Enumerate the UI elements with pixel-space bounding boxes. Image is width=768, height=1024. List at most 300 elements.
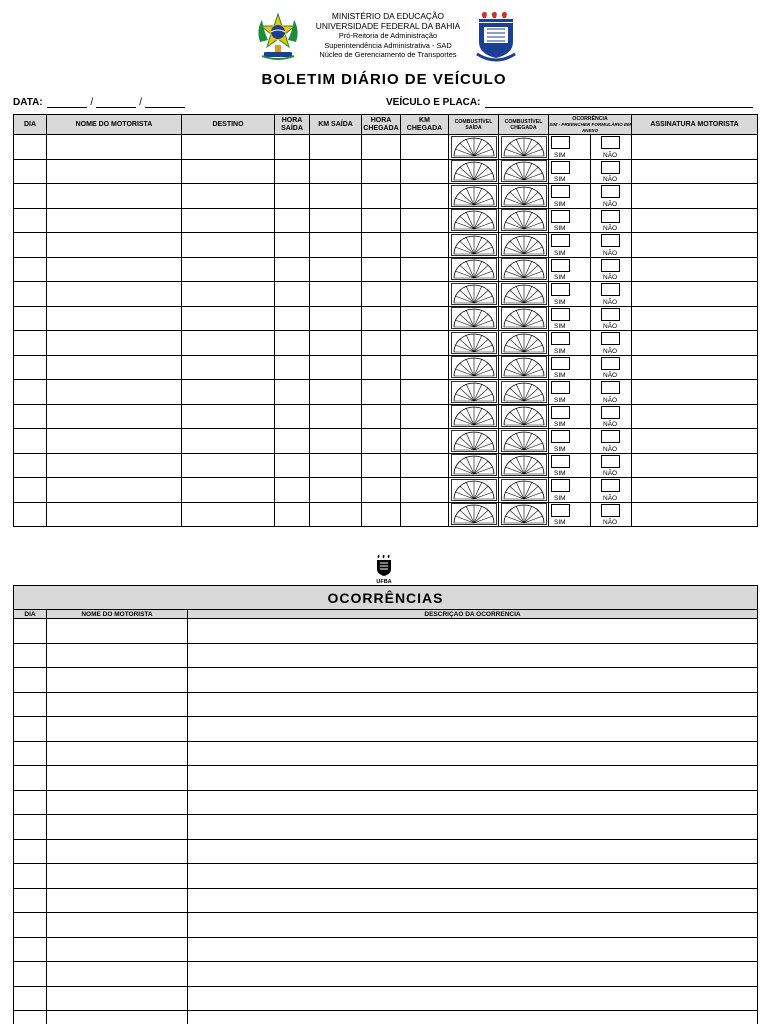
destination-cell[interactable] <box>182 355 275 380</box>
arrival-time-cell[interactable] <box>362 355 401 380</box>
occurrence-row <box>14 1011 758 1024</box>
km-departure-cell[interactable] <box>310 404 362 429</box>
driver-cell[interactable] <box>47 306 182 331</box>
occ-driver-cell[interactable] <box>47 741 188 766</box>
fuel-arrival-gauge-icon[interactable] <box>501 307 547 329</box>
driver-cell[interactable] <box>47 233 182 258</box>
km-arrival-cell[interactable] <box>401 257 449 282</box>
occ-driver-cell[interactable] <box>47 815 188 840</box>
occ-driver-cell[interactable] <box>47 888 188 913</box>
km-departure-cell[interactable] <box>310 257 362 282</box>
km-arrival-cell[interactable] <box>401 282 449 307</box>
km-arrival-cell[interactable] <box>401 380 449 405</box>
departure-time-cell[interactable] <box>275 135 310 160</box>
km-arrival-cell[interactable] <box>401 453 449 478</box>
arrival-time-cell[interactable] <box>362 135 401 160</box>
fuel-arrival-gauge-cell[interactable] <box>499 331 549 356</box>
arrival-time-cell[interactable] <box>362 502 401 527</box>
occurrence-yes-checkbox[interactable] <box>551 479 570 492</box>
km-departure-cell[interactable] <box>310 453 362 478</box>
departure-time-cell[interactable] <box>275 184 310 209</box>
departure-time-cell[interactable] <box>275 282 310 307</box>
date-year-blank[interactable] <box>145 98 185 108</box>
driver-cell[interactable] <box>47 404 182 429</box>
departure-time-cell[interactable] <box>275 233 310 258</box>
signature-cell[interactable] <box>632 208 758 233</box>
signature-cell[interactable] <box>632 159 758 184</box>
signature-cell[interactable] <box>632 380 758 405</box>
occ-day-cell[interactable] <box>14 888 47 913</box>
occurrence-yes-checkbox[interactable] <box>551 430 570 443</box>
fuel-arrival-gauge-cell[interactable] <box>499 380 549 405</box>
occ-driver-cell[interactable] <box>47 864 188 889</box>
fuel-departure-gauge-cell[interactable] <box>449 502 499 527</box>
occ-description-cell[interactable] <box>188 815 758 840</box>
occ-day-cell[interactable] <box>14 1011 47 1024</box>
driver-cell[interactable] <box>47 380 182 405</box>
driver-cell[interactable] <box>47 159 182 184</box>
driver-cell[interactable] <box>47 257 182 282</box>
occ-description-cell[interactable] <box>188 1011 758 1024</box>
fuel-departure-gauge-icon[interactable] <box>451 381 497 403</box>
fuel-departure-gauge-icon[interactable] <box>451 454 497 476</box>
arrival-time-cell[interactable] <box>362 233 401 258</box>
fuel-departure-gauge-icon[interactable] <box>451 234 497 256</box>
occurrence-no-checkbox[interactable] <box>601 479 620 492</box>
day-cell[interactable] <box>14 331 47 356</box>
day-cell[interactable] <box>14 135 47 160</box>
fuel-departure-gauge-icon[interactable] <box>451 479 497 501</box>
day-cell[interactable] <box>14 233 47 258</box>
occ-day-cell[interactable] <box>14 643 47 668</box>
signature-cell[interactable] <box>632 184 758 209</box>
fuel-arrival-gauge-cell[interactable] <box>499 135 549 160</box>
occ-driver-cell[interactable] <box>47 668 188 693</box>
occurrence-yes-cell <box>549 135 591 160</box>
occurrence-yes-checkbox[interactable] <box>551 406 570 419</box>
daily-log-row <box>14 159 758 184</box>
fuel-departure-gauge-cell[interactable] <box>449 257 499 282</box>
fuel-arrival-gauge-cell[interactable] <box>499 282 549 307</box>
destination-cell[interactable] <box>182 233 275 258</box>
km-arrival-cell[interactable] <box>401 208 449 233</box>
fuel-arrival-gauge-icon[interactable] <box>501 405 547 427</box>
occ-driver-cell[interactable] <box>47 986 188 1011</box>
occurrence-no-checkbox[interactable] <box>601 381 620 394</box>
occurrence-yes-checkbox[interactable] <box>551 357 570 370</box>
fuel-departure-gauge-icon[interactable] <box>451 405 497 427</box>
fuel-departure-gauge-cell[interactable] <box>449 159 499 184</box>
arrival-time-cell[interactable] <box>362 306 401 331</box>
fuel-departure-gauge-cell[interactable] <box>449 306 499 331</box>
fuel-departure-gauge-cell[interactable] <box>449 380 499 405</box>
ufba-small-logo-label: UFBA <box>376 579 392 584</box>
fuel-arrival-gauge-cell[interactable] <box>499 208 549 233</box>
day-cell[interactable] <box>14 478 47 503</box>
fuel-departure-gauge-icon[interactable] <box>451 430 497 452</box>
occurrence-no-cell <box>591 404 632 429</box>
fuel-arrival-gauge-icon[interactable] <box>501 479 547 501</box>
occ-day-cell[interactable] <box>14 864 47 889</box>
occurrence-no-checkbox[interactable] <box>601 283 620 296</box>
occurrence-yes-checkbox[interactable] <box>551 161 570 174</box>
destination-cell[interactable] <box>182 257 275 282</box>
occ-description-cell[interactable] <box>188 643 758 668</box>
driver-cell[interactable] <box>47 184 182 209</box>
occurrence-no-checkbox[interactable] <box>601 357 620 370</box>
occ-description-cell[interactable] <box>188 692 758 717</box>
km-departure-cell[interactable] <box>310 159 362 184</box>
departure-time-cell[interactable] <box>275 404 310 429</box>
occ-description-cell[interactable] <box>188 839 758 864</box>
destination-cell[interactable] <box>182 159 275 184</box>
occurrence-yes-checkbox[interactable] <box>551 455 570 468</box>
departure-time-cell[interactable] <box>275 478 310 503</box>
day-cell[interactable] <box>14 404 47 429</box>
km-arrival-cell[interactable] <box>401 404 449 429</box>
occurrence-no-checkbox[interactable] <box>601 185 620 198</box>
fuel-departure-gauge-cell[interactable] <box>449 233 499 258</box>
driver-cell[interactable] <box>47 282 182 307</box>
fuel-arrival-gauge-cell[interactable] <box>499 355 549 380</box>
occurrence-no-checkbox[interactable] <box>601 455 620 468</box>
km-arrival-cell[interactable] <box>401 159 449 184</box>
fuel-departure-gauge-cell[interactable] <box>449 331 499 356</box>
occurrence-no-checkbox[interactable] <box>601 161 620 174</box>
occurrence-yes-checkbox[interactable] <box>551 381 570 394</box>
occurrence-no-label: NÃO <box>603 323 618 330</box>
fuel-departure-gauge-icon[interactable] <box>451 503 497 525</box>
fuel-departure-gauge-icon[interactable] <box>451 160 497 182</box>
occurrence-no-checkbox[interactable] <box>601 504 620 517</box>
occ-driver-cell[interactable] <box>47 839 188 864</box>
destination-cell[interactable] <box>182 478 275 503</box>
fuel-departure-gauge-icon[interactable] <box>451 185 497 207</box>
fuel-arrival-gauge-icon[interactable] <box>501 185 547 207</box>
day-cell[interactable] <box>14 429 47 454</box>
occurrence-no-checkbox[interactable] <box>601 210 620 223</box>
km-departure-cell[interactable] <box>310 282 362 307</box>
driver-cell[interactable] <box>47 478 182 503</box>
occ-description-cell[interactable] <box>188 888 758 913</box>
arrival-time-cell[interactable] <box>362 159 401 184</box>
occurrence-no-label: NÃO <box>603 249 618 257</box>
occ-description-cell[interactable] <box>188 937 758 962</box>
day-cell[interactable] <box>14 355 47 380</box>
km-departure-cell[interactable] <box>310 355 362 380</box>
occurrence-no-checkbox[interactable] <box>601 308 620 321</box>
day-cell[interactable] <box>14 208 47 233</box>
fuel-arrival-gauge-cell[interactable] <box>499 478 549 503</box>
fuel-arrival-gauge-cell[interactable] <box>499 184 549 209</box>
arrival-time-cell[interactable] <box>362 478 401 503</box>
departure-time-cell[interactable] <box>275 208 310 233</box>
occ-day-cell[interactable] <box>14 962 47 987</box>
fuel-arrival-gauge-icon[interactable] <box>501 160 547 182</box>
occurrence-no-checkbox[interactable] <box>601 234 620 247</box>
destination-cell[interactable] <box>182 453 275 478</box>
destination-cell[interactable] <box>182 404 275 429</box>
arrival-time-cell[interactable] <box>362 184 401 209</box>
occ-description-cell[interactable] <box>188 619 758 644</box>
departure-time-cell[interactable] <box>275 331 310 356</box>
fuel-arrival-gauge-icon[interactable] <box>501 258 547 280</box>
occurrence-no-cell <box>591 331 632 356</box>
occurrence-no-label: NÃO <box>603 372 618 379</box>
fuel-departure-gauge-cell[interactable] <box>449 135 499 160</box>
km-arrival-cell[interactable] <box>401 355 449 380</box>
occ-description-cell[interactable] <box>188 741 758 766</box>
fuel-arrival-gauge-icon[interactable] <box>501 454 547 476</box>
occ-day-cell[interactable] <box>14 986 47 1011</box>
occurrence-no-checkbox[interactable] <box>601 259 620 272</box>
km-arrival-cell[interactable] <box>401 502 449 527</box>
fuel-departure-gauge-icon[interactable] <box>451 283 497 305</box>
occurrence-no-cell <box>591 502 632 527</box>
km-departure-cell[interactable] <box>310 380 362 405</box>
date-field[interactable] <box>13 97 185 108</box>
occurrence-yes-checkbox[interactable] <box>551 308 570 321</box>
signature-cell[interactable] <box>632 478 758 503</box>
fuel-departure-gauge-icon[interactable] <box>451 356 497 378</box>
km-departure-cell[interactable] <box>310 331 362 356</box>
date-month-blank[interactable] <box>96 98 136 108</box>
signature-cell[interactable] <box>632 233 758 258</box>
destination-cell[interactable] <box>182 208 275 233</box>
departure-time-cell[interactable] <box>275 257 310 282</box>
occ-day-cell[interactable] <box>14 692 47 717</box>
occ-day-cell[interactable] <box>14 790 47 815</box>
arrival-time-cell[interactable] <box>362 331 401 356</box>
occ-driver-cell[interactable] <box>47 619 188 644</box>
occurrence-no-checkbox[interactable] <box>601 406 620 419</box>
occurrence-yes-checkbox[interactable] <box>551 234 570 247</box>
arrival-time-cell[interactable] <box>362 404 401 429</box>
header-km-departure: KM SAÍDA <box>310 115 362 135</box>
daily-log-row <box>14 453 758 478</box>
fuel-departure-gauge-icon[interactable] <box>451 332 497 354</box>
fuel-arrival-gauge-icon[interactable] <box>501 283 547 305</box>
fuel-arrival-gauge-cell[interactable] <box>499 429 549 454</box>
signature-cell[interactable] <box>632 282 758 307</box>
arrival-time-cell[interactable] <box>362 453 401 478</box>
driver-cell[interactable] <box>47 208 182 233</box>
fuel-arrival-gauge-icon[interactable] <box>501 234 547 256</box>
arrival-time-cell[interactable] <box>362 282 401 307</box>
destination-cell[interactable] <box>182 282 275 307</box>
driver-cell[interactable] <box>47 502 182 527</box>
driver-cell[interactable] <box>47 453 182 478</box>
fuel-departure-gauge-cell[interactable] <box>449 282 499 307</box>
km-departure-cell[interactable] <box>310 429 362 454</box>
signature-cell[interactable] <box>632 331 758 356</box>
signature-cell[interactable] <box>632 257 758 282</box>
occ-description-cell[interactable] <box>188 668 758 693</box>
fuel-arrival-gauge-cell[interactable] <box>499 404 549 429</box>
occurrence-yes-checkbox[interactable] <box>551 136 570 149</box>
occurrence-no-checkbox[interactable] <box>601 332 620 345</box>
occ-description-cell[interactable] <box>188 790 758 815</box>
destination-cell[interactable] <box>182 306 275 331</box>
fuel-arrival-gauge-icon[interactable] <box>501 332 547 354</box>
occurrence-yes-label: SIM <box>554 372 566 379</box>
fuel-arrival-gauge-cell[interactable] <box>499 159 549 184</box>
km-departure-cell[interactable] <box>310 306 362 331</box>
fuel-departure-gauge-cell[interactable] <box>449 453 499 478</box>
departure-time-cell[interactable] <box>275 159 310 184</box>
occ-driver-cell[interactable] <box>47 717 188 742</box>
arrival-time-cell[interactable] <box>362 208 401 233</box>
fuel-arrival-gauge-cell[interactable] <box>499 306 549 331</box>
occ-day-cell[interactable] <box>14 717 47 742</box>
km-arrival-cell[interactable] <box>401 331 449 356</box>
occ-day-cell[interactable] <box>14 741 47 766</box>
departure-time-cell[interactable] <box>275 453 310 478</box>
day-cell[interactable] <box>14 184 47 209</box>
day-cell[interactable] <box>14 380 47 405</box>
signature-cell[interactable] <box>632 429 758 454</box>
occ-description-cell[interactable] <box>188 986 758 1011</box>
daily-log-header-row <box>14 115 758 135</box>
occ-header-driver: NOME DO MOTORISTA <box>47 610 188 619</box>
day-cell[interactable] <box>14 453 47 478</box>
occurrence-no-checkbox[interactable] <box>601 136 620 149</box>
occurrence-yes-checkbox[interactable] <box>551 504 570 517</box>
departure-time-cell[interactable] <box>275 380 310 405</box>
occurrence-yes-checkbox[interactable] <box>551 185 570 198</box>
occurrence-yes-checkbox[interactable] <box>551 210 570 223</box>
departure-time-cell[interactable] <box>275 306 310 331</box>
occurrences-title-row <box>14 586 758 610</box>
occurrence-yes-label: SIM <box>554 494 566 502</box>
km-departure-cell[interactable] <box>310 502 362 527</box>
occ-description-cell[interactable] <box>188 766 758 791</box>
fuel-departure-gauge-cell[interactable] <box>449 404 499 429</box>
fuel-arrival-gauge-icon[interactable] <box>501 381 547 403</box>
occ-day-cell[interactable] <box>14 839 47 864</box>
occ-day-cell[interactable] <box>14 668 47 693</box>
km-arrival-cell[interactable] <box>401 478 449 503</box>
occ-driver-cell[interactable] <box>47 692 188 717</box>
fuel-arrival-gauge-icon[interactable] <box>501 136 547 158</box>
destination-cell[interactable] <box>182 429 275 454</box>
occ-day-cell[interactable] <box>14 937 47 962</box>
fuel-departure-gauge-cell[interactable] <box>449 184 499 209</box>
occ-driver-cell[interactable] <box>47 790 188 815</box>
date-day-blank[interactable] <box>47 98 87 108</box>
occ-driver-cell[interactable] <box>47 1011 188 1024</box>
destination-cell[interactable] <box>182 184 275 209</box>
fuel-departure-gauge-cell[interactable] <box>449 208 499 233</box>
day-cell[interactable] <box>14 159 47 184</box>
occ-day-cell[interactable] <box>14 619 47 644</box>
km-departure-cell[interactable] <box>310 478 362 503</box>
vehicle-plate-blank[interactable] <box>485 98 753 108</box>
km-arrival-cell[interactable] <box>401 184 449 209</box>
day-cell[interactable] <box>14 502 47 527</box>
driver-cell[interactable] <box>47 355 182 380</box>
fuel-arrival-gauge-cell[interactable] <box>499 257 549 282</box>
km-arrival-cell[interactable] <box>401 306 449 331</box>
fuel-arrival-gauge-icon[interactable] <box>501 209 547 231</box>
fuel-arrival-gauge-cell[interactable] <box>499 233 549 258</box>
km-departure-cell[interactable] <box>310 184 362 209</box>
departure-time-cell[interactable] <box>275 429 310 454</box>
destination-cell[interactable] <box>182 331 275 356</box>
destination-cell[interactable] <box>182 502 275 527</box>
departure-time-cell[interactable] <box>275 355 310 380</box>
occ-description-cell[interactable] <box>188 864 758 889</box>
occurrence-yes-cell <box>549 331 591 356</box>
fuel-departure-gauge-icon[interactable] <box>451 209 497 231</box>
fuel-departure-gauge-icon[interactable] <box>451 258 497 280</box>
fuel-departure-gauge-icon[interactable] <box>451 307 497 329</box>
fuel-arrival-gauge-icon[interactable] <box>501 356 547 378</box>
fuel-arrival-gauge-icon[interactable] <box>501 430 547 452</box>
occurrence-no-checkbox[interactable] <box>601 430 620 443</box>
signature-cell[interactable] <box>632 502 758 527</box>
occ-description-cell[interactable] <box>188 717 758 742</box>
vehicle-plate-field[interactable] <box>386 97 753 108</box>
signature-cell[interactable] <box>632 453 758 478</box>
km-departure-cell[interactable] <box>310 208 362 233</box>
occ-description-cell[interactable] <box>188 962 758 987</box>
arrival-time-cell[interactable] <box>362 380 401 405</box>
km-departure-cell[interactable] <box>310 233 362 258</box>
occ-driver-cell[interactable] <box>47 962 188 987</box>
fuel-departure-gauge-cell[interactable] <box>449 355 499 380</box>
occurrence-yes-checkbox[interactable] <box>551 332 570 345</box>
fuel-arrival-gauge-icon[interactable] <box>501 503 547 525</box>
signature-cell[interactable] <box>632 306 758 331</box>
arrival-time-cell[interactable] <box>362 429 401 454</box>
day-cell[interactable] <box>14 306 47 331</box>
destination-cell[interactable] <box>182 380 275 405</box>
arrival-time-cell[interactable] <box>362 257 401 282</box>
fuel-departure-gauge-cell[interactable] <box>449 429 499 454</box>
occ-day-cell[interactable] <box>14 815 47 840</box>
occurrence-yes-checkbox[interactable] <box>551 283 570 296</box>
occ-driver-cell[interactable] <box>47 643 188 668</box>
km-departure-cell[interactable] <box>310 135 362 160</box>
km-arrival-cell[interactable] <box>401 233 449 258</box>
occ-driver-cell[interactable] <box>47 766 188 791</box>
departure-time-cell[interactable] <box>275 502 310 527</box>
occurrence-yes-label: SIM <box>554 470 566 477</box>
signature-cell[interactable] <box>632 135 758 160</box>
fuel-arrival-gauge-cell[interactable] <box>499 502 549 527</box>
driver-cell[interactable] <box>47 135 182 160</box>
day-cell[interactable] <box>14 257 47 282</box>
occ-day-cell[interactable] <box>14 913 47 938</box>
signature-cell[interactable] <box>632 355 758 380</box>
destination-cell[interactable] <box>182 135 275 160</box>
fuel-departure-gauge-cell[interactable] <box>449 478 499 503</box>
occ-driver-cell[interactable] <box>47 937 188 962</box>
fuel-arrival-gauge-cell[interactable] <box>499 453 549 478</box>
occurrence-yes-checkbox[interactable] <box>551 259 570 272</box>
driver-cell[interactable] <box>47 331 182 356</box>
occ-day-cell[interactable] <box>14 766 47 791</box>
driver-cell[interactable] <box>47 429 182 454</box>
fuel-departure-gauge-icon[interactable] <box>451 136 497 158</box>
signature-cell[interactable] <box>632 404 758 429</box>
km-arrival-cell[interactable] <box>401 429 449 454</box>
day-cell[interactable] <box>14 282 47 307</box>
km-arrival-cell[interactable] <box>401 135 449 160</box>
occ-description-cell[interactable] <box>188 913 758 938</box>
occ-driver-cell[interactable] <box>47 913 188 938</box>
